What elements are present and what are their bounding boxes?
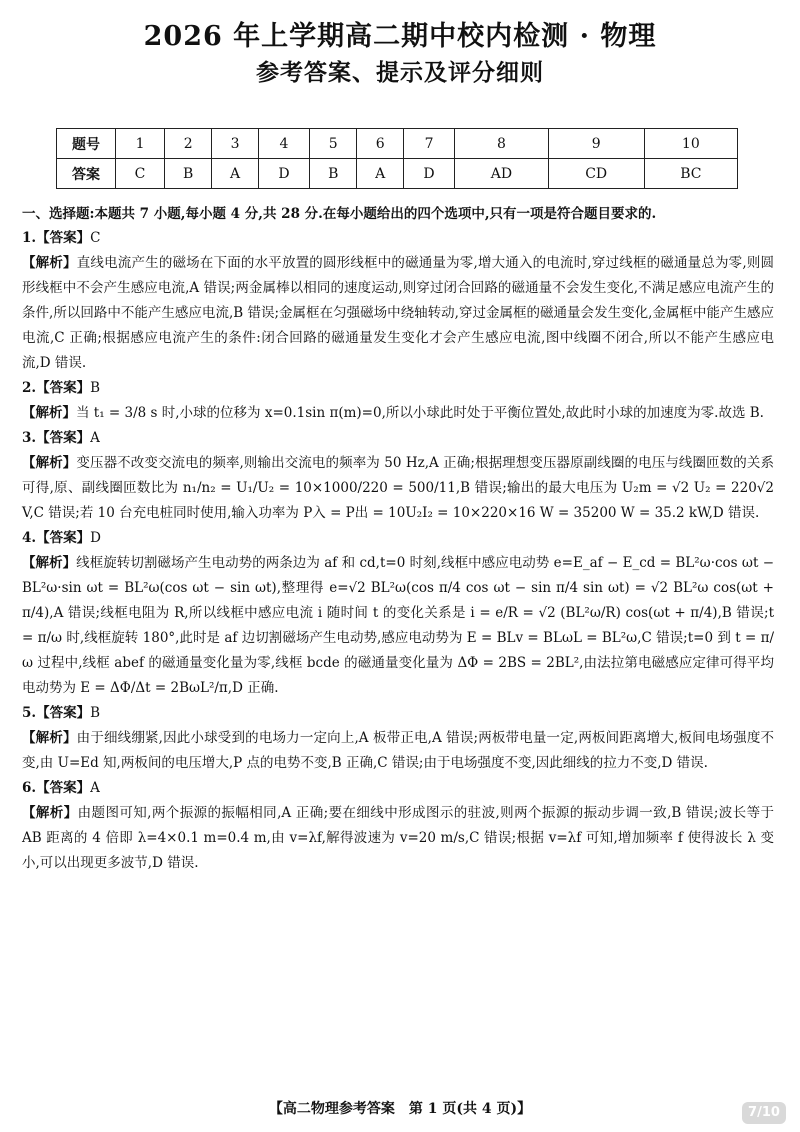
table-cell-number: 2 bbox=[165, 129, 212, 159]
answer-value: B bbox=[90, 380, 101, 396]
explanation bbox=[22, 401, 774, 426]
page-subtitle: 参考答案、提示及评分细则 bbox=[256, 59, 544, 86]
answer-value: A bbox=[90, 780, 100, 796]
question-block bbox=[22, 701, 774, 776]
answer-tag: 【答案】 bbox=[36, 230, 91, 246]
explanation-text: 由题图可知,两个振源的振幅相同,A 正确;要在细线中形成图示的驻波,则两个振源的振动步调一致,B 错误;波长等于 AB 距离的 4 倍即 λ=4×0.1 m=0.4 m,由 v=λf,解得波速为 v=20 m/s,C 错误;根据 v=λf 可知,增加频率 f 使得波长 λ 变小,可以出现更多波节,D 错误. bbox=[22, 805, 775, 871]
page-footer: 【高二物理参考答案 第 1 页(共 4 页)】 bbox=[268, 1101, 532, 1117]
explanation-text: 变压器不改变交流电的频率,则输出交流电的频率为 50 Hz,A 正确;根据理想变压器原副线圈的电压与线圈匝数的关系可得,原、副线圈匝数比为 n₁/n₂ = U₁/U₂ = 10×1000/220 = 500/11,B 错误;输出的最大电压为 U₂m = √2 U₂ = 220√2 V,C 错误;若 10 台充电桩同时使用,输入功率为 P入 = P出 = 10U₂I₂ = 10×220×16 W = 35200 W = 35.2 kW,D 错误. bbox=[22, 455, 774, 521]
answer-line bbox=[22, 376, 774, 401]
answer-value: D bbox=[90, 530, 101, 546]
explanation-tag: 【解析】 bbox=[22, 405, 76, 421]
explanation-text: 直线电流产生的磁场在下面的水平放置的圆形线框中的磁通量为零,增大通入的电流时,穿过线框的磁通量总为零,则圆形线框中不会产生感应电流,A 错误;两金属棒以相同的速度运动,则穿过闭合回路的磁通量不会发生变化,不满足感应电流产生的条件,所以回路中不能产生感应电流,B 错误;金属框在匀强磁场中绕轴转动,穿过金属框的磁通量会发生变化,金属框中能产生感应电流,C 正确;根据感应电流产生的条件:闭合回路的磁通量发生变化才会产生感应电流,图中线圈不闭合,所以不能产生感应电流,D 错误. bbox=[22, 255, 775, 371]
answer-line bbox=[22, 776, 774, 801]
table-cell-number: 1 bbox=[116, 129, 165, 159]
explanation-tag: 【解析】 bbox=[22, 455, 77, 471]
question-block bbox=[22, 776, 774, 876]
answer-table bbox=[56, 128, 738, 189]
answer-tag: 【答案】 bbox=[36, 780, 91, 796]
explanation bbox=[22, 451, 774, 526]
table-cell-answer: BC bbox=[644, 159, 737, 189]
table-cell-number: 3 bbox=[212, 129, 259, 159]
answer-tag: 【答案】 bbox=[36, 380, 91, 396]
table-cell-answer: C bbox=[116, 159, 165, 189]
answer-line bbox=[22, 226, 774, 251]
row-label-number: 题号 bbox=[57, 129, 116, 159]
explanation-tag: 【解析】 bbox=[22, 555, 77, 571]
table-cell-answer: AD bbox=[455, 159, 549, 189]
table-cell-number: 4 bbox=[258, 129, 309, 159]
answer-tag: 【答案】 bbox=[36, 430, 91, 446]
answer-line bbox=[22, 526, 774, 551]
answer-table-answer-row bbox=[57, 159, 738, 189]
table-cell-answer: D bbox=[258, 159, 309, 189]
answer-tag: 【答案】 bbox=[36, 705, 91, 721]
answer-tag: 【答案】 bbox=[36, 530, 91, 546]
question-number: 1. bbox=[22, 230, 37, 246]
table-cell-number: 5 bbox=[310, 129, 357, 159]
table-cell-answer: B bbox=[310, 159, 357, 189]
answer-value: B bbox=[90, 705, 101, 721]
explanation-text: 由于细线绷紧,因此小球受到的电场力一定向上,A 板带正电,A 错误;两板带电量一定,两板间距离增大,板间电场强度不变,由 U=Ed 知,两板间的电压增大,P 点的电势不变,B 正确,C 错误;由于电场强度不变,因此细线的拉力不变,D 错误. bbox=[22, 730, 774, 771]
explanation-tag: 【解析】 bbox=[22, 805, 78, 821]
page-title: 2026 年上学期高二期中校内检测 · 物理 bbox=[143, 21, 657, 52]
page-number-badge: 7/10 bbox=[742, 1102, 786, 1124]
explanation bbox=[22, 551, 774, 701]
explanation-text: 当 t₁ = 3/8 s 时,小球的位移为 x=0.1sin π(m)=0,所以小球此时处于平衡位置处,故此时小球的加速度为零.故选 B. bbox=[76, 405, 764, 421]
table-cell-number: 8 bbox=[455, 129, 549, 159]
explanation bbox=[22, 251, 774, 376]
answer-line bbox=[22, 701, 774, 726]
table-cell-answer: A bbox=[212, 159, 259, 189]
questions-list bbox=[22, 226, 774, 876]
question-number: 5. bbox=[22, 705, 37, 721]
explanation bbox=[22, 726, 774, 776]
answer-table-number-row bbox=[57, 129, 738, 159]
table-cell-answer: D bbox=[403, 159, 454, 189]
table-cell-answer: A bbox=[357, 159, 404, 189]
table-cell-answer: CD bbox=[548, 159, 644, 189]
explanation bbox=[22, 801, 774, 876]
table-cell-answer: B bbox=[165, 159, 212, 189]
question-number: 3. bbox=[22, 430, 37, 446]
table-cell-number: 7 bbox=[403, 129, 454, 159]
section-heading: 一、选择题:本题共 7 小题,每小题 4 分,共 28 分.在每小题给出的四个选项中,只有一项是符合题目要求的. bbox=[22, 206, 657, 222]
question-number: 2. bbox=[22, 380, 37, 396]
explanation-tag: 【解析】 bbox=[22, 255, 77, 271]
explanation-text: 线框旋转切割磁场产生电动势的两条边为 af 和 cd,t=0 时刻,线框中感应电动势 e=E_af − E_cd = BL²ω·cos ωt − BL²ω·sin ωt = BL²ω(cos ωt − sin ωt),整理得 e=√2 BL²ω(cos π/4 cos ωt − sin π/4 sin ωt) = √2 BL²ω cos(ωt + π/4),A 错误;线框电阻为 R,所以线框中感应电流 i 随时间 t 的变化关系是 i = e/R = √2 (BL²ω/R) cos(ωt + π/4),B 错误;t = π/ω 时,线框旋转 180°,此时是 af 边切割磁场产生电动势,感应电动势为 E = BLv = BLωL = BL²ω,C 错误;t=0 到 t = π/ω 过程中,线框 abef 的磁通量变化量为零,线框 bcde 的磁通量变化量为 ΔΦ = 2BS = 2BL²,由法拉第电磁感应定律可得平均电动势为 E = ΔΦ/Δt = 2BωL²/π,D 正确. bbox=[22, 555, 775, 696]
question-number: 6. bbox=[22, 780, 37, 796]
explanation-tag: 【解析】 bbox=[22, 730, 77, 746]
question-number: 4. bbox=[22, 530, 37, 546]
question-block bbox=[22, 376, 774, 426]
answer-line bbox=[22, 426, 774, 451]
question-block bbox=[22, 426, 774, 526]
table-cell-number: 9 bbox=[548, 129, 644, 159]
row-label-answer: 答案 bbox=[57, 159, 116, 189]
answer-value: C bbox=[90, 230, 101, 246]
question-block bbox=[22, 226, 774, 376]
table-cell-number: 10 bbox=[644, 129, 737, 159]
table-cell-number: 6 bbox=[357, 129, 404, 159]
question-block bbox=[22, 526, 774, 701]
answer-value: A bbox=[90, 430, 100, 446]
